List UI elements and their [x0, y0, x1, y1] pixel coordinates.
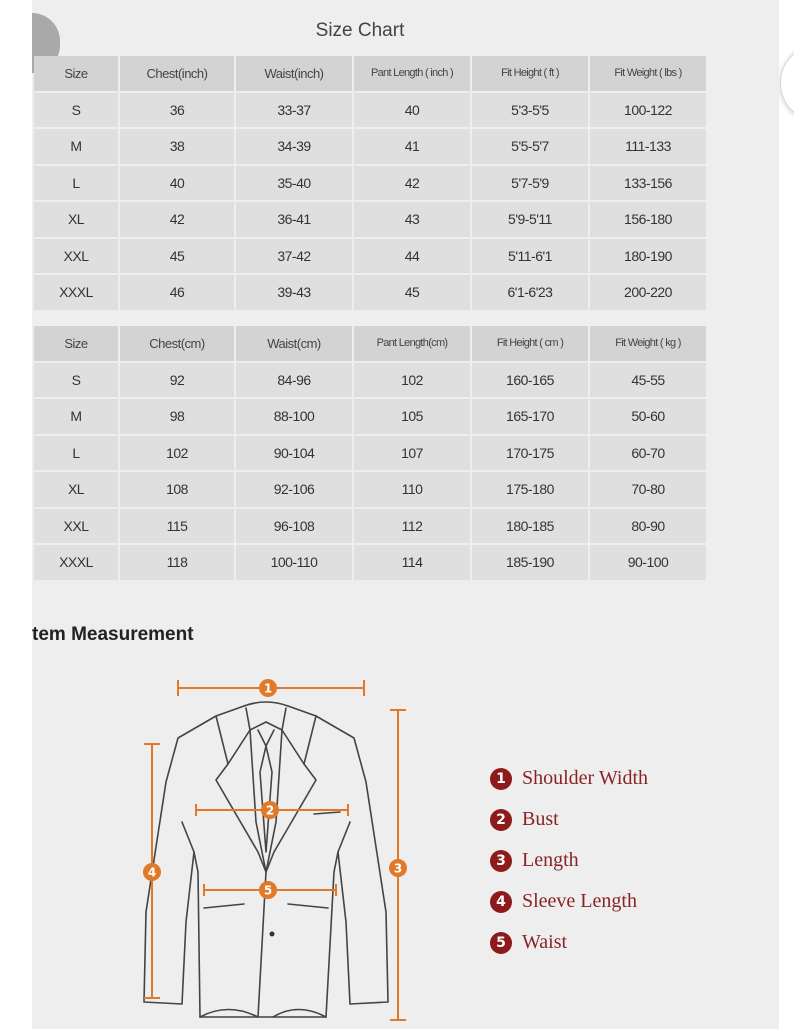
table-row [34, 129, 706, 164]
table-cell: M [34, 129, 118, 164]
table-cell: 185-190 [472, 545, 588, 580]
table-cell: 160-165 [472, 363, 588, 398]
table-cell: 80-90 [590, 509, 706, 544]
table-cell: 98 [120, 399, 234, 434]
table-cell: 37-42 [236, 239, 352, 274]
table-cell: 92-106 [236, 472, 352, 507]
table-row [34, 509, 706, 544]
table-cell: 102 [120, 436, 234, 471]
inch-header-cell: Pant Length ( inch ) [354, 56, 470, 91]
legend-badge: 3 [490, 850, 512, 872]
table-cell: 96-108 [236, 509, 352, 544]
size-chart-title: Size Chart [315, 20, 405, 41]
legend-label: Waist [522, 931, 568, 953]
legend-label: Bust [522, 808, 559, 830]
table-cell: XXL [34, 239, 118, 274]
table-cell: 42 [354, 166, 470, 201]
marker-2-label: 2 [265, 803, 275, 818]
legend-badge: 5 [490, 932, 512, 954]
measurement-heading: tem Measurement [32, 624, 194, 645]
table-row [34, 363, 706, 398]
inch-header-cell: Size [34, 56, 118, 91]
table-row [34, 166, 706, 201]
table-cell: 45 [354, 275, 470, 310]
table-cell: 5'9-5'11 [472, 202, 588, 237]
table-cell: 36 [120, 93, 234, 128]
table-cell: 107 [354, 436, 470, 471]
table-cell: 39-43 [236, 275, 352, 310]
table-cell: 133-156 [590, 166, 706, 201]
table-cell: 45 [120, 239, 234, 274]
table-cell: 110 [354, 472, 470, 507]
table-cell: 41 [354, 129, 470, 164]
table-cell: M [34, 399, 118, 434]
table-row [34, 399, 706, 434]
table-cell: L [34, 436, 118, 471]
table-cell: 105 [354, 399, 470, 434]
table-cell: 46 [120, 275, 234, 310]
inch-header-cell: Fit Weight ( lbs ) [590, 56, 706, 91]
legend-label: Shoulder Width [522, 767, 649, 789]
measurement-legend [490, 758, 648, 963]
size-chart-image [32, 0, 779, 1029]
marker-1-label: 1 [263, 681, 273, 696]
table-cell: 36-41 [236, 202, 352, 237]
table-cell: 102 [354, 363, 470, 398]
cm-header-cell: Fit Weight ( kg ) [590, 326, 706, 361]
legend-badge: 4 [490, 891, 512, 913]
cm-header-cell: Chest(cm) [120, 326, 234, 361]
table-cell: 44 [354, 239, 470, 274]
table-cell: 40 [120, 166, 234, 201]
marker-5-label: 5 [263, 883, 273, 898]
table-row [34, 275, 706, 310]
table-cell: 118 [120, 545, 234, 580]
cm-header-cell: Pant Length(cm) [354, 326, 470, 361]
table-cell: 115 [120, 509, 234, 544]
legend-label: Sleeve Length [522, 890, 637, 912]
table-row [34, 472, 706, 507]
table-cell: 84-96 [236, 363, 352, 398]
table-cell: 180-185 [472, 509, 588, 544]
legend-badge: 1 [490, 768, 512, 790]
table-cell: 33-37 [236, 93, 352, 128]
legend-item [490, 758, 648, 799]
table-cell: 50-60 [590, 399, 706, 434]
jacket-outline-icon [108, 672, 438, 1022]
table-cell: 92 [120, 363, 234, 398]
table-cell: 170-175 [472, 436, 588, 471]
table-cell: 5'7-5'9 [472, 166, 588, 201]
inch-size-table [32, 54, 708, 312]
table-cell: 100-110 [236, 545, 352, 580]
table-cell: 6'1-6'23 [472, 275, 588, 310]
table-cell: 5'11-6'1 [472, 239, 588, 274]
legend-label: Length [522, 849, 579, 871]
right-margin [779, 0, 794, 1029]
table-cell: 175-180 [472, 472, 588, 507]
inch-header-cell: Waist(inch) [236, 56, 352, 91]
table-cell: 114 [354, 545, 470, 580]
table-cell: XXXL [34, 545, 118, 580]
table-cell: 156-180 [590, 202, 706, 237]
table-cell: XXL [34, 509, 118, 544]
table-cell: 5'3-5'5 [472, 93, 588, 128]
table-cell: 5'5-5'7 [472, 129, 588, 164]
table-row [34, 93, 706, 128]
table-cell: 43 [354, 202, 470, 237]
table-cell: 38 [120, 129, 234, 164]
table-cell: XL [34, 472, 118, 507]
cm-header-row [34, 326, 706, 361]
legend-badge: 2 [490, 809, 512, 831]
cm-header-cell: Waist(cm) [236, 326, 352, 361]
table-cell: L [34, 166, 118, 201]
table-cell: XL [34, 202, 118, 237]
legend-item [490, 840, 648, 881]
table-cell: 35-40 [236, 166, 352, 201]
table-cell: 60-70 [590, 436, 706, 471]
legend-item [490, 922, 648, 963]
table-cell: 45-55 [590, 363, 706, 398]
table-cell: 70-80 [590, 472, 706, 507]
table-cell: S [34, 363, 118, 398]
table-cell: 88-100 [236, 399, 352, 434]
cm-header-cell: Size [34, 326, 118, 361]
table-cell: 200-220 [590, 275, 706, 310]
table-cell: XXXL [34, 275, 118, 310]
table-cell: 112 [354, 509, 470, 544]
table-cell: 100-122 [590, 93, 706, 128]
table-cell: 108 [120, 472, 234, 507]
table-cell: 165-170 [472, 399, 588, 434]
inch-header-cell: Fit Height ( ft ) [472, 56, 588, 91]
table-cell: 34-39 [236, 129, 352, 164]
table-row [34, 239, 706, 274]
table-row [34, 545, 706, 580]
inch-header-row [34, 56, 706, 91]
table-row [34, 202, 706, 237]
table-cell: 40 [354, 93, 470, 128]
table-row [34, 436, 706, 471]
inch-header-cell: Chest(inch) [120, 56, 234, 91]
marker-4-label: 4 [147, 865, 157, 880]
legend-item [490, 881, 648, 922]
table-cell: 90-100 [590, 545, 706, 580]
legend-item [490, 799, 648, 840]
table-cell: 180-190 [590, 239, 706, 274]
table-cell: 111-133 [590, 129, 706, 164]
table-cell: S [34, 93, 118, 128]
cm-header-cell: Fit Height ( cm ) [472, 326, 588, 361]
table-cell: 90-104 [236, 436, 352, 471]
cm-size-table [32, 324, 708, 582]
marker-3-label: 3 [393, 861, 403, 876]
table-cell: 42 [120, 202, 234, 237]
